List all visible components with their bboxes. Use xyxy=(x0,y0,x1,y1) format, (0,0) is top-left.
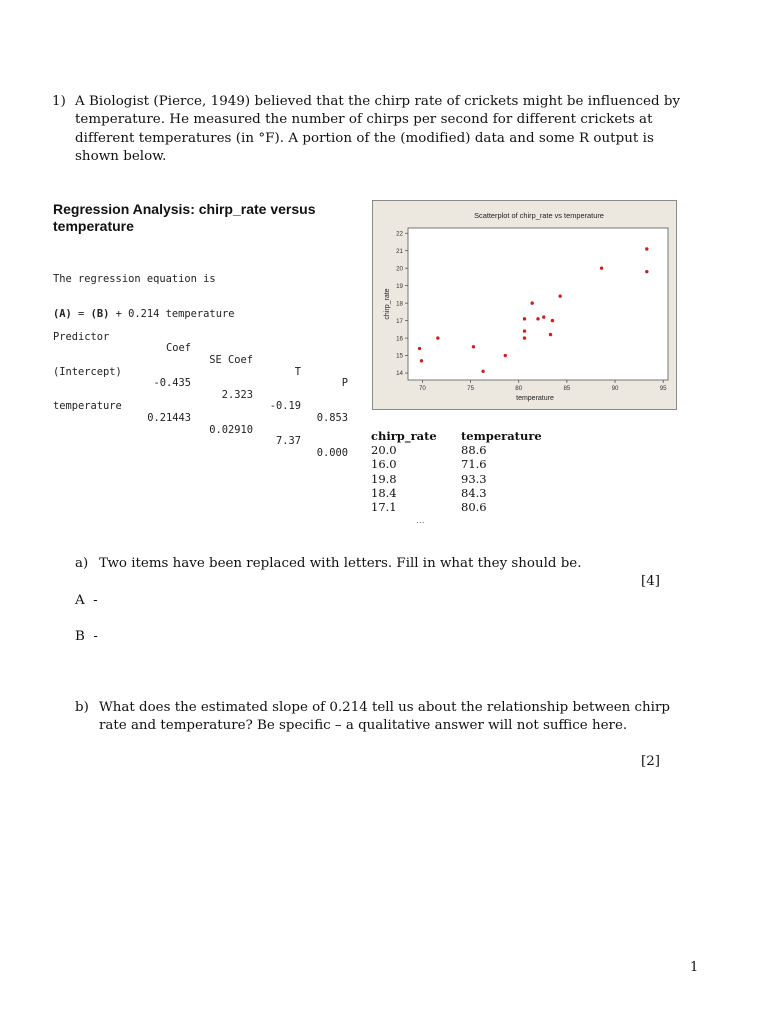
y-tick-label: 20 xyxy=(396,265,403,273)
data-cell: 17.1 xyxy=(371,499,397,514)
scatter-point xyxy=(436,336,439,339)
coef-header-t: T xyxy=(294,365,301,378)
question-intro xyxy=(52,93,702,167)
coef-cell: 0.21443 xyxy=(147,411,191,424)
part-b-question xyxy=(75,699,685,736)
x-tick-label: 95 xyxy=(659,385,667,392)
scatter-point xyxy=(481,370,484,373)
scatterplot xyxy=(373,201,676,409)
part-b-marks: [2] xyxy=(641,754,660,769)
coef-cell: temperature xyxy=(53,400,122,413)
equation-equals: = xyxy=(71,307,91,320)
data-cell: 20.0 xyxy=(371,443,397,458)
scatter-point xyxy=(504,354,507,357)
data-cell: 80.6 xyxy=(461,499,487,514)
y-tick-label: 15 xyxy=(396,352,403,360)
data-header-temperature: temperature xyxy=(461,429,542,443)
y-tick-label: 21 xyxy=(396,247,403,255)
blank-b-marker: (B) xyxy=(90,307,110,320)
coef-cell: 7.37 xyxy=(275,435,301,448)
coef-cell: 0.000 xyxy=(316,446,348,459)
x-tick-label: 70 xyxy=(418,385,426,392)
scatter-point xyxy=(523,317,526,320)
answer-b-label: B - xyxy=(75,629,98,644)
plot-area xyxy=(408,228,668,380)
data-cell: 88.6 xyxy=(461,443,487,458)
scatter-point xyxy=(549,333,552,336)
data-row xyxy=(371,472,571,486)
data-table-ellipsis-row xyxy=(371,514,571,526)
data-table-ellipsis: ... xyxy=(416,516,425,527)
scatter-point xyxy=(531,301,534,304)
coef-header-p: P xyxy=(341,377,348,390)
question-text: A Biologist (Pierce, 1949) believed that the chirp rate of crickets might be influenced by temperature. He measured the number of chirps per second for different crickets at different temperatures (in °F). A portion of the (modified) data and some R output is shown below. xyxy=(75,94,681,165)
part-b-label: b) xyxy=(75,700,89,715)
equation-rest: + 0.214 temperature xyxy=(109,307,235,320)
data-row xyxy=(371,486,571,500)
equation-intro: The regression equation is xyxy=(53,273,216,286)
scatter-point xyxy=(523,329,526,332)
data-cell: 71.6 xyxy=(461,457,487,472)
data-cell: 19.8 xyxy=(371,471,397,486)
y-tick-label: 14 xyxy=(396,370,403,378)
part-a-marks: [4] xyxy=(641,574,660,589)
scatter-point xyxy=(645,270,648,273)
coef-header-coef: Coef xyxy=(165,342,191,355)
x-axis-label: temperature xyxy=(516,395,554,402)
scatterplot-frame xyxy=(372,200,677,410)
data-cell: 84.3 xyxy=(461,485,487,500)
part-a-question xyxy=(75,555,635,573)
y-tick-label: 19 xyxy=(396,282,403,290)
scatter-point xyxy=(558,294,561,297)
coef-cell: -0.19 xyxy=(269,400,301,413)
coef-cell: -0.435 xyxy=(153,377,191,390)
data-row xyxy=(371,443,571,457)
y-tick-label: 22 xyxy=(396,230,403,238)
data-cell: 18.4 xyxy=(371,485,397,500)
chart-title: Scatterplot of chirp_rate vs temperature xyxy=(474,211,604,220)
coefficient-table xyxy=(53,297,348,459)
data-row xyxy=(371,457,571,471)
coef-cell: 2.323 xyxy=(221,388,253,401)
data-table-header xyxy=(371,429,571,443)
part-a-label: a) xyxy=(75,556,89,571)
scatter-point xyxy=(472,345,475,348)
answer-a-label: A - xyxy=(75,593,98,608)
data-cell: 93.3 xyxy=(461,471,487,486)
scatter-point xyxy=(418,347,421,350)
x-tick-label: 90 xyxy=(611,385,619,392)
scatter-point xyxy=(420,359,423,362)
part-b-text: What does the estimated slope of 0.214 tell us about the relationship between chirp rate and temperature? Be specific – a qualitative answer will not suffice here. xyxy=(99,700,670,734)
x-tick-label: 80 xyxy=(515,385,523,392)
blank-a-marker: (A) xyxy=(53,307,72,320)
data-header-chirp-rate: chirp_rate xyxy=(371,429,437,443)
page-number: 1 xyxy=(690,960,699,975)
part-a-text: Two items have been replaced with letters. Fill in what they should be. xyxy=(99,556,582,571)
scatter-point xyxy=(600,266,603,269)
x-tick-label: 75 xyxy=(467,385,475,392)
question-number: 1) xyxy=(52,94,66,109)
y-tick-label: 16 xyxy=(396,335,403,343)
y-axis-label: chirp_rate xyxy=(384,288,391,320)
coef-cell: (Intercept) xyxy=(53,365,122,378)
coef-cell: 0.02910 xyxy=(209,423,253,436)
scatter-point xyxy=(523,336,526,339)
y-tick-label: 18 xyxy=(396,300,403,308)
regression-title: Regression Analysis: chirp_rate versus temperature xyxy=(53,201,316,234)
data-cell: 16.0 xyxy=(371,457,397,472)
coef-cell: 0.853 xyxy=(316,411,348,424)
data-table xyxy=(371,429,571,529)
y-tick-label: 17 xyxy=(396,317,403,325)
scatter-point xyxy=(542,315,545,318)
scatter-point xyxy=(645,247,648,250)
scatter-point xyxy=(536,317,539,320)
x-tick-label: 85 xyxy=(563,385,571,392)
coef-header-secoef: SE Coef xyxy=(209,353,253,366)
scatter-point xyxy=(551,319,554,322)
data-row xyxy=(371,500,571,514)
coef-header-predictor: Predictor xyxy=(53,330,110,343)
